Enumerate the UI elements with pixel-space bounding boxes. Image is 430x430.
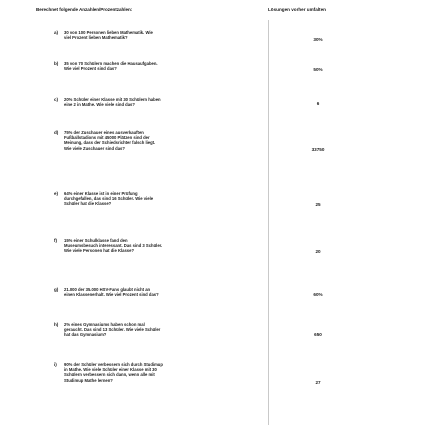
task-text: 35 von 70 Schülern machen die Hausaufgaben. Wie viel Prozent sind das? — [64, 61, 158, 72]
answer-i: 27 — [315, 380, 321, 385]
worksheet-title: Berechnet folgende Anzahlen/Prozentzahlen: — [36, 7, 133, 12]
task-g — [54, 287, 159, 298]
task-letter: e) — [54, 191, 59, 196]
answer-f: 20 — [315, 249, 321, 254]
solutions-title: Lösungen vorher umfalten — [268, 7, 326, 12]
task-text: 75% der Zuschauer eines ausverkauften Fußballstadions mit 45000 Plätzen sind der Meinung, dass der Schiedsrichter falsch liegt. Wie viele Zuschauer sind das? — [64, 130, 156, 151]
task-i — [54, 362, 163, 383]
task-letter: b) — [54, 61, 59, 66]
answer-b: 50% — [313, 67, 323, 72]
task-a — [54, 30, 153, 41]
answer-a: 30% — [313, 37, 323, 42]
task-text: 30 von 100 Personen lieben Mathematik. Wie viel Prozent lieben Mathematik? — [64, 30, 153, 41]
task-h — [54, 322, 161, 338]
task-f — [54, 238, 163, 254]
task-letter: g) — [54, 287, 59, 292]
task-text: 64% einer Klasse ist in einer Prüfung durchgefallen, das sind 16 Schüler. Wie viele Schüler hat die Klasse? — [64, 191, 154, 207]
answer-d: 33750 — [311, 147, 325, 152]
answer-c: 6 — [316, 101, 320, 106]
task-c — [54, 97, 161, 108]
answer-g: 60% — [313, 292, 323, 297]
task-letter: d) — [54, 130, 59, 135]
task-letter: c) — [54, 97, 59, 102]
task-letter: f) — [54, 238, 58, 243]
task-e — [54, 191, 154, 207]
task-d — [54, 130, 156, 151]
task-text: 20% Schüler einer Klasse mit 30 Schülern haben eine 2 in Mathe. Wie viele sind das? — [64, 97, 161, 108]
answer-h: 650 — [314, 332, 322, 337]
task-text: 15% einer Schulklasse fand den Museumsbesuch interessant. Das sind 3 Schüler. Wie viele Personen hat die Klasse? — [64, 238, 163, 254]
task-letter: i) — [54, 362, 57, 367]
task-text: 2% eines Gymnasiums haben schon mal geraucht. Das sind 13 Schüler. Wie viele Schüler hat das Gymnasium? — [64, 322, 161, 338]
task-text: 21.000 der 35.000 HSV-Fans glaubt nicht an einen Klassenerhalt. Wie viel Prozent sind das? — [64, 287, 159, 298]
fold-divider — [268, 20, 269, 425]
task-letter: a) — [54, 30, 59, 35]
task-b — [54, 61, 158, 72]
task-text: 90% der Schüler verbessern sich durch Studimup in Mathe. Wie viele Schüler einer Klasse mit 30 Schülern verbessern sich dann, wenn alle mit Studimup Mathe lernen? — [64, 362, 163, 383]
answer-e: 25 — [315, 202, 321, 207]
task-letter: h) — [54, 322, 59, 327]
